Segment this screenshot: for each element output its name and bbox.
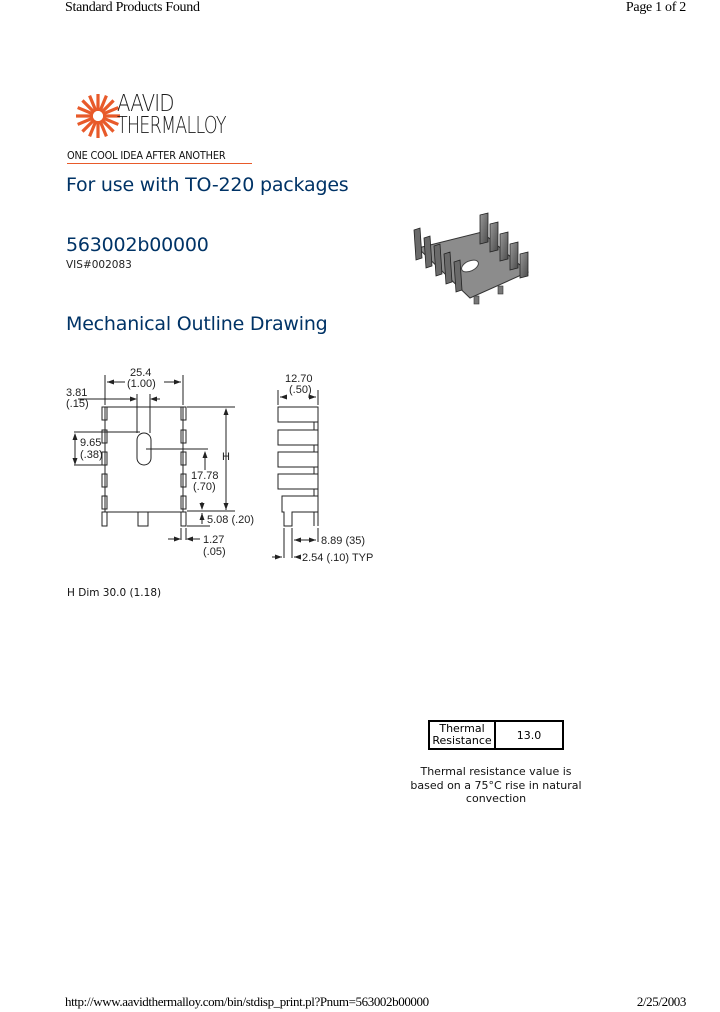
dim-width-mm: 25.4 — [130, 367, 152, 379]
dim-pin-span: 8.89 (35) — [321, 535, 366, 547]
thermal-resistance-value: 13.0 — [495, 721, 563, 749]
print-header-title: Standard Products Found — [65, 0, 200, 15]
dim-fin-thickness-in: (.05) — [203, 546, 226, 558]
dim-width-in: (1.00) — [127, 378, 156, 390]
dim-pin-width: 2.54 (.10) TYP — [302, 552, 374, 564]
part-number: 563002b00000 — [66, 234, 209, 256]
dim-slot-height-in: (.38) — [80, 449, 103, 461]
heatsink-photo — [410, 210, 535, 305]
logo-tagline: ONE COOL IDEA AFTER ANOTHER — [67, 150, 226, 162]
package-heading: For use with TO-220 packages — [66, 174, 349, 196]
thermal-resistance-table — [428, 720, 564, 750]
dim-hole-height-in: (.70) — [193, 481, 216, 493]
dim-depth-in: (.50) — [289, 384, 312, 396]
label-line1: Thermal — [439, 722, 485, 735]
logo-brand-line2: THERMALLOY — [117, 113, 226, 139]
logo-underline — [67, 163, 252, 164]
print-footer-url: http://www.aavidthermalloy.com/bin/stdisp_print.pl?Pnum=563002b00000 — [65, 994, 429, 1009]
vis-number: VIS#002083 — [66, 259, 132, 271]
dim-depth-mm: 12.70 — [285, 373, 313, 385]
drawing-heading: Mechanical Outline Drawing — [66, 313, 328, 335]
dim-h-label: H — [222, 451, 230, 463]
dim-slot-offset-in: (.15) — [66, 398, 89, 410]
h-dimension-note: H Dim 30.0 (1.18) — [67, 587, 162, 599]
print-header-page: Page 1 of 2 — [625, 0, 686, 15]
dim-slot-height-mm: 9.65 — [80, 437, 102, 449]
dim-fin-thickness-mm: 1.27 — [203, 534, 225, 546]
thermal-resistance-label — [429, 721, 495, 749]
mechanical-outline-drawing — [60, 360, 400, 570]
thermal-note: Thermal resistance value is based on a 75°C rise in natural convection — [410, 765, 582, 805]
dim-tab: 5.08 (.20) — [207, 514, 255, 526]
logo-brand-line1: AAVID — [117, 91, 174, 117]
aavid-starburst-logo-icon — [74, 92, 122, 140]
label-line2: Resistance — [432, 734, 492, 747]
dim-hole-height-mm: 17.78 — [191, 470, 219, 482]
dim-slot-offset-mm: 3.81 — [66, 387, 88, 399]
print-footer-date: 2/25/2003 — [636, 994, 686, 1009]
